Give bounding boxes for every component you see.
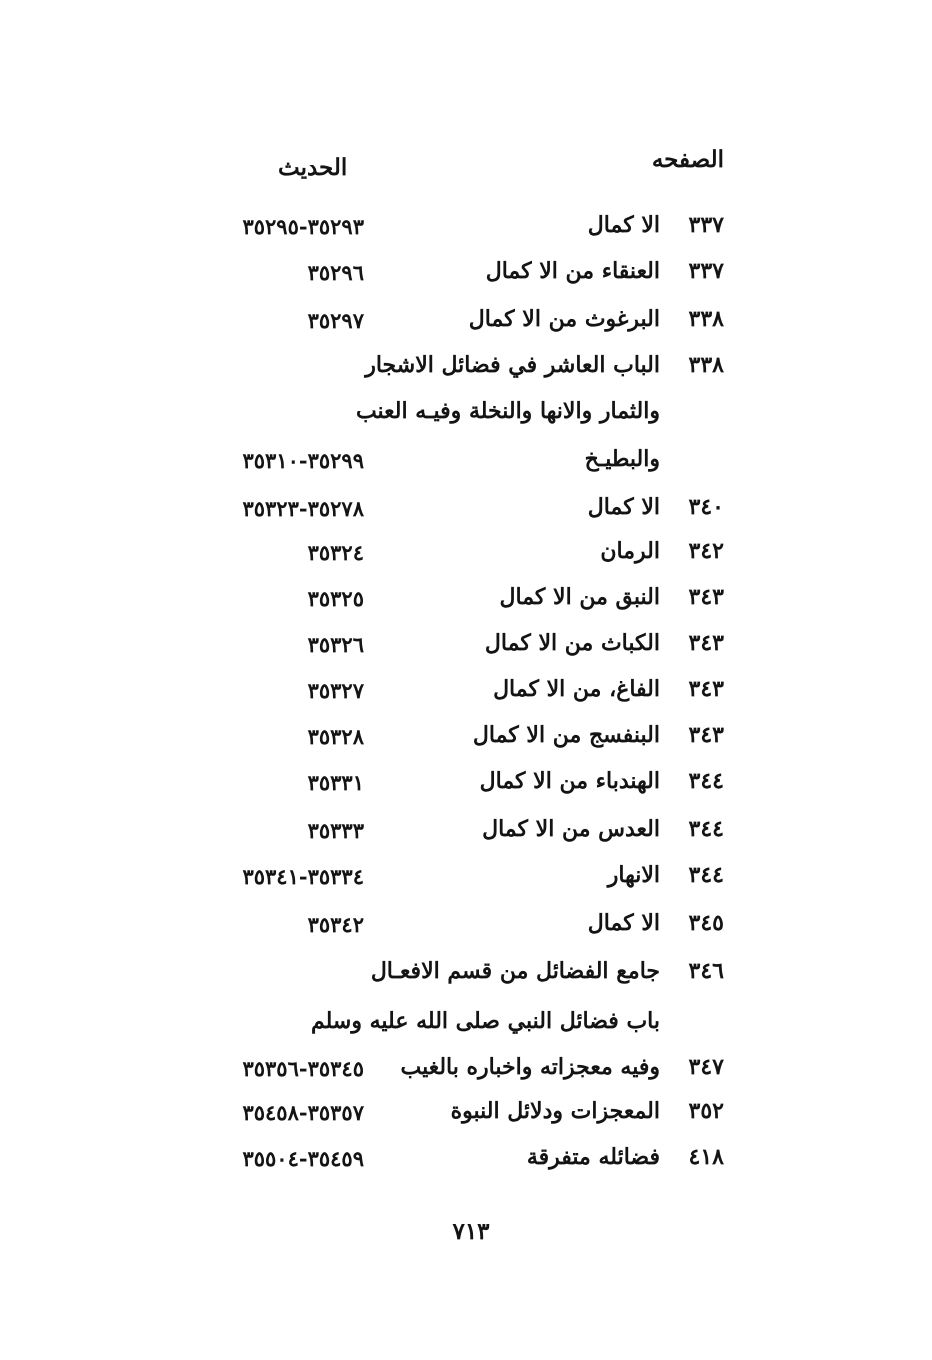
page-column-heading: الصفحه <box>651 146 724 173</box>
row-title: الرمان <box>600 538 660 564</box>
row-title: المعجزات ودلائل النبوة <box>450 1098 660 1124</box>
row-hadith-range: ٣٥٢٩٧ <box>307 308 364 333</box>
row-title: جامع الفضائل من قسم الافعـال <box>370 958 660 984</box>
row-page-number: ٣٤٤ <box>688 768 724 794</box>
row-page-number: ٣٤٣ <box>688 676 724 702</box>
row-page-number: ٣٣٨ <box>688 352 724 378</box>
index-row <box>0 630 932 674</box>
row-page-number: ٣٤٣ <box>688 630 724 656</box>
row-hadith-range: ٣٥٢٩٣-٣٥٢٩٥ <box>242 214 364 239</box>
row-hadith-range: ٣٥٣٤٢ <box>307 912 364 937</box>
row-hadith-range: ٣٥٢٩٦ <box>307 260 364 285</box>
row-title: البنفسج من الا كمال <box>472 722 660 748</box>
index-row <box>0 1098 932 1142</box>
row-page-number: ٣٤٤ <box>688 862 724 888</box>
row-hadith-range: ٣٥٣٢٦ <box>307 632 364 657</box>
row-page-number: ٤١٨ <box>688 1144 724 1170</box>
index-row <box>0 722 932 766</box>
row-hadith-range: ٣٥٢٩٩-٣٥٣١٠ <box>242 448 364 473</box>
row-page-number: ٣٤٧ <box>688 1054 724 1080</box>
page-number: ٧١٣ <box>452 1218 490 1245</box>
index-row <box>0 768 932 812</box>
index-row <box>0 816 932 860</box>
index-row <box>0 494 932 538</box>
index-row <box>0 398 932 442</box>
row-page-number: ٣٣٧ <box>688 258 724 284</box>
index-row <box>0 258 932 302</box>
row-title: باب فضائل النبي صلى الله عليه وسلم <box>310 1008 660 1034</box>
index-row <box>0 212 932 256</box>
row-hadith-range: ٣٥٣٢٨ <box>307 724 364 749</box>
row-page-number: ٣٤٤ <box>688 816 724 842</box>
row-hadith-range: ٣٥٣٢٥ <box>307 586 364 611</box>
row-title: والبطيـخ <box>584 446 660 472</box>
index-row <box>0 862 932 906</box>
row-hadith-range: ٣٥٣٤٥-٣٥٣٥٦ <box>242 1056 364 1081</box>
row-hadith-range: ٣٥٢٧٨-٣٥٣٢٣ <box>242 496 364 521</box>
row-page-number: ٣٤٦ <box>688 958 724 984</box>
row-title: الا كمال <box>587 910 660 936</box>
row-title: الا كمال <box>587 212 660 238</box>
row-title: العدس من الا كمال <box>482 816 660 842</box>
row-hadith-range: ٣٥٣٣١ <box>307 770 364 795</box>
row-page-number: ٣٤٣ <box>688 584 724 610</box>
row-title: العنقاء من الا كمال <box>485 258 660 284</box>
index-row <box>0 1054 932 1098</box>
row-page-number: ٣٣٧ <box>688 212 724 238</box>
row-page-number: ٣٤٣ <box>688 722 724 748</box>
row-title: الكباث من الا كمال <box>484 630 660 656</box>
row-page-number: ٣٣٨ <box>688 306 724 332</box>
row-title: النبق من الا كمال <box>499 584 660 610</box>
row-title: والثمار والانها والنخلة وفيـه العنب <box>355 398 660 424</box>
index-row <box>0 676 932 720</box>
row-hadith-range: ٣٥٤٥٩-٣٥٥٠٤ <box>242 1146 364 1171</box>
index-row <box>0 352 932 396</box>
row-title: فضائله متفرقة <box>526 1144 660 1170</box>
row-page-number: ٣٤٢ <box>688 538 724 564</box>
row-hadith-range: ٣٥٣٣٤-٣٥٣٤١ <box>242 864 364 889</box>
row-title: الباب العاشر في فضائل الاشجار <box>365 352 660 378</box>
index-row <box>0 446 932 490</box>
row-hadith-range: ٣٥٣٥٧-٣٥٤٥٨ <box>242 1100 364 1125</box>
row-title: الهندباء من الا كمال <box>479 768 660 794</box>
row-title: البرغوث من الا كمال <box>468 306 660 332</box>
row-hadith-range: ٣٥٣٣٣ <box>307 818 364 843</box>
row-page-number: ٣٥٢ <box>688 1098 724 1124</box>
index-row <box>0 910 932 954</box>
row-hadith-range: ٣٥٣٢٤ <box>307 540 364 565</box>
index-row <box>0 306 932 350</box>
row-hadith-range: ٣٥٣٢٧ <box>307 678 364 703</box>
index-row <box>0 1008 932 1052</box>
index-row <box>0 584 932 628</box>
hadith-column-heading: الحديث <box>278 154 348 181</box>
row-title: الانهار <box>607 862 660 888</box>
index-row <box>0 958 932 1002</box>
index-row <box>0 538 932 582</box>
index-row <box>0 1144 932 1188</box>
row-title: وفيه معجزاته واخباره بالغيب <box>400 1054 660 1080</box>
row-title: الفاغ، من الا كمال <box>493 676 660 702</box>
row-page-number: ٣٤٠ <box>688 494 724 520</box>
row-title: الا كمال <box>587 494 660 520</box>
row-page-number: ٣٤٥ <box>688 910 724 936</box>
